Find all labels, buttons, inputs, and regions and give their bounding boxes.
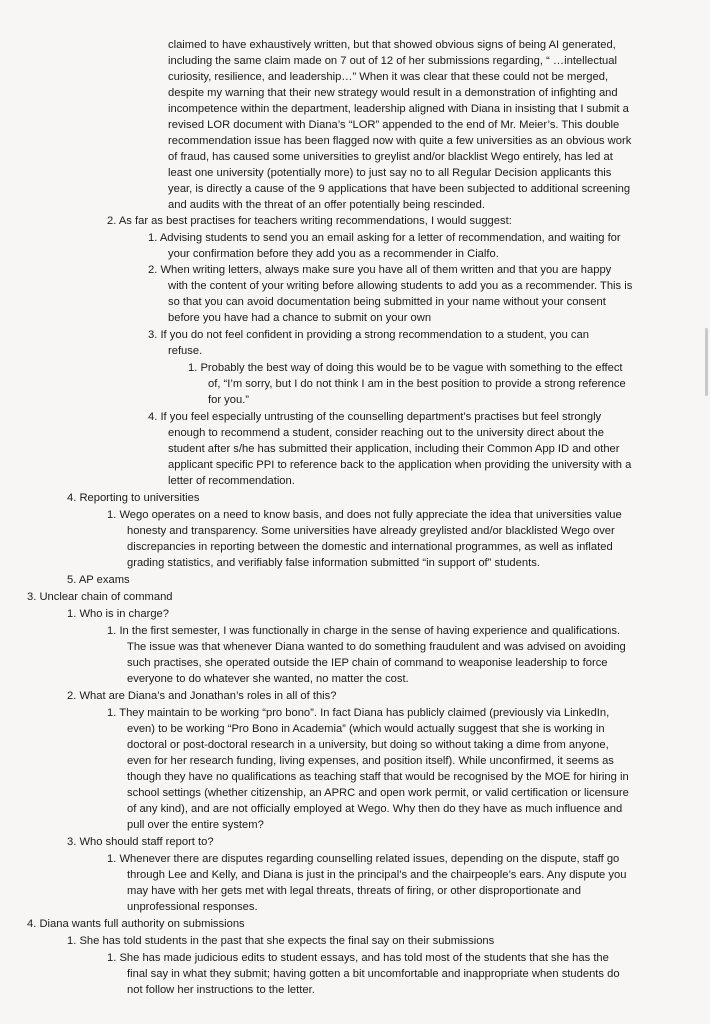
list-item: 1. She has made judicious edits to student essays, and has told most of the students that she has the [107, 952, 609, 964]
text-line: of any kind), and are not officially employed at Wego. Why then do they have as much influence and [127, 803, 623, 815]
text-line: applicant specific PPI to reference back to the application when providing the university with a [168, 459, 632, 471]
scrollbar-thumb[interactable] [705, 328, 708, 396]
text-line: of fraud, has caused some universities to greylist and/or blacklist Wego entirely, has led at [168, 151, 613, 163]
text-line: doctoral or post-doctoral research in a university, but doing so without taking a dime from anyone, [127, 739, 609, 751]
text-line: may have with her gets met with legal threats, threats of firing, or other disproportionate and [127, 885, 581, 897]
list-item: 4. Reporting to universities [67, 492, 200, 504]
list-item: 3. Unclear chain of command [27, 591, 173, 603]
list-item: 4. Diana wants full authority on submissions [27, 918, 245, 930]
text-line: so that you can avoid documentation being submitted in your name without your consent [168, 296, 606, 308]
list-item: 1. In the first semester, I was functionally in charge in the sense of having experience and qualifications. [107, 625, 621, 637]
list-item: 1. She has told students in the past that she expects the final say on their submissions [67, 935, 495, 947]
text-line: even for her research funding, living expenses, and position itself). While unconfirmed, it seems as [127, 755, 614, 767]
list-item: 1. Wego operates on a need to know basis, and does not fully appreciate the idea that universities value [107, 509, 622, 521]
text-line: discrepancies in reporting between the domestic and international programmes, as well as inflated [127, 541, 613, 553]
list-item: 3. Who should staff report to? [67, 836, 214, 848]
list-item: 2. What are Diana’s and Jonathan’s roles in all of this? [67, 690, 337, 702]
text-line: year, is directly a cause of the 9 applications that have been subjected to additional screening [168, 183, 631, 195]
text-line: through Lee and Kelly, and Diana is just in the principal’s and the chairpeople’s ears. Any dispute you [127, 869, 627, 881]
text-line: unprofessional responses. [127, 901, 258, 913]
list-item: 1. They maintain to be working “pro bono”. In fact Diana has publicly claimed (previously via LinkedIn, [107, 707, 610, 719]
list-item: 1. Advising students to send you an email asking for a letter of recommendation, and waiting for [148, 232, 621, 244]
text-line: refuse. [168, 345, 203, 357]
text-line: claimed to have exhaustively written, but that showed obvious signs of being AI generated, [168, 39, 616, 51]
text-line: for you.” [208, 394, 250, 406]
list-item: 1. Whenever there are disputes regarding counselling related issues, depending on the dispute, staff go [107, 853, 620, 865]
text-line: incompetence within the department, leadership aligned with Diana in insisting that I submit a [168, 103, 629, 115]
list-item: 2. As far as best practises for teachers writing recommendations, I would suggest: [107, 215, 512, 227]
text-line: your confirmation before they add you as a recommender in Cialfo. [168, 248, 499, 260]
text-line: student after s/he has submitted their application, including their Common App ID and other [168, 443, 620, 455]
text-line: honesty and transparency. Some universities have already greylisted and/or blacklisted Wego over [127, 525, 615, 537]
list-item: 5. AP exams [67, 574, 130, 586]
text-line: such practises, she operated outside the IEP chain of command to weaponise leadership to force [127, 657, 608, 669]
text-line: including the same claim made on 7 out of 12 of her submissions regarding, “ …intellectual [168, 55, 617, 67]
list-item: 3. If you do not feel confident in providing a strong recommendation to a student, you can [148, 329, 589, 341]
text-line: revised LOR document with Diana’s “LOR” appended to the end of Mr. Meier’s. This double [168, 119, 620, 131]
text-line: recommendation issue has been flagged now with quite a few universities as an obvious work [168, 135, 632, 147]
text-line: final say in what they submit; having gotten a bit uncomfortable and inappropriate when students do [127, 968, 620, 980]
list-item: 2. When writing letters, always make sure you have all of them written and that you are happy [148, 264, 612, 276]
text-line: of, “I’m sorry, but I do not think I am in the best position to provide a strong reference [208, 378, 626, 390]
text-line: with the content of your writing before allowing students to add you as a recommender. This is [168, 280, 633, 292]
text-line: grading statistics, and verifiably false information submitted “in support of” students. [127, 557, 540, 569]
text-line: not follow her instructions to the letter. [127, 984, 315, 996]
text-line: letter of recommendation. [168, 475, 295, 487]
text-line: despite my warning that their new strategy would result in a demonstration of infighting and [168, 87, 618, 99]
text-line: least one university (potentially more) to just say no to all Regular Decision applicants this [168, 167, 612, 179]
text-line: pull over the entire system? [127, 819, 264, 831]
text-line: though they have no qualifications as teaching staff that would be recognised by the MOE for hiring in [127, 771, 629, 783]
text-line: enough to recommend a student, consider reaching out to the university direct about the [168, 427, 604, 439]
text-line: everyone to do whatever she wanted, no matter the cost. [127, 673, 409, 685]
text-line: curiosity, resilience, and leadership…” When it was clear that these could not be merged, [168, 71, 609, 83]
list-item: 1. Probably the best way of doing this would be to be vague with something to the effect [188, 362, 623, 374]
text-line: The issue was that whenever Diana wanted to do something fraudulent and was advised on avoiding [127, 641, 626, 653]
list-item: 4. If you feel especially untrusting of the counselling department’s practises but feel strongly [148, 411, 602, 423]
text-line: even) to be working “Pro Bono in Academia” (which would actually suggest that she is working in [127, 723, 605, 735]
list-item: 1. Who is in charge? [67, 608, 169, 620]
text-line: school settings (whether citizenship, an APRC and open work permit, or valid certification or licensure [127, 787, 629, 799]
text-line: before you have had a chance to submit on your own [168, 312, 432, 324]
text-line: and audits with the threat of an offer potentially being rescinded. [168, 199, 485, 211]
